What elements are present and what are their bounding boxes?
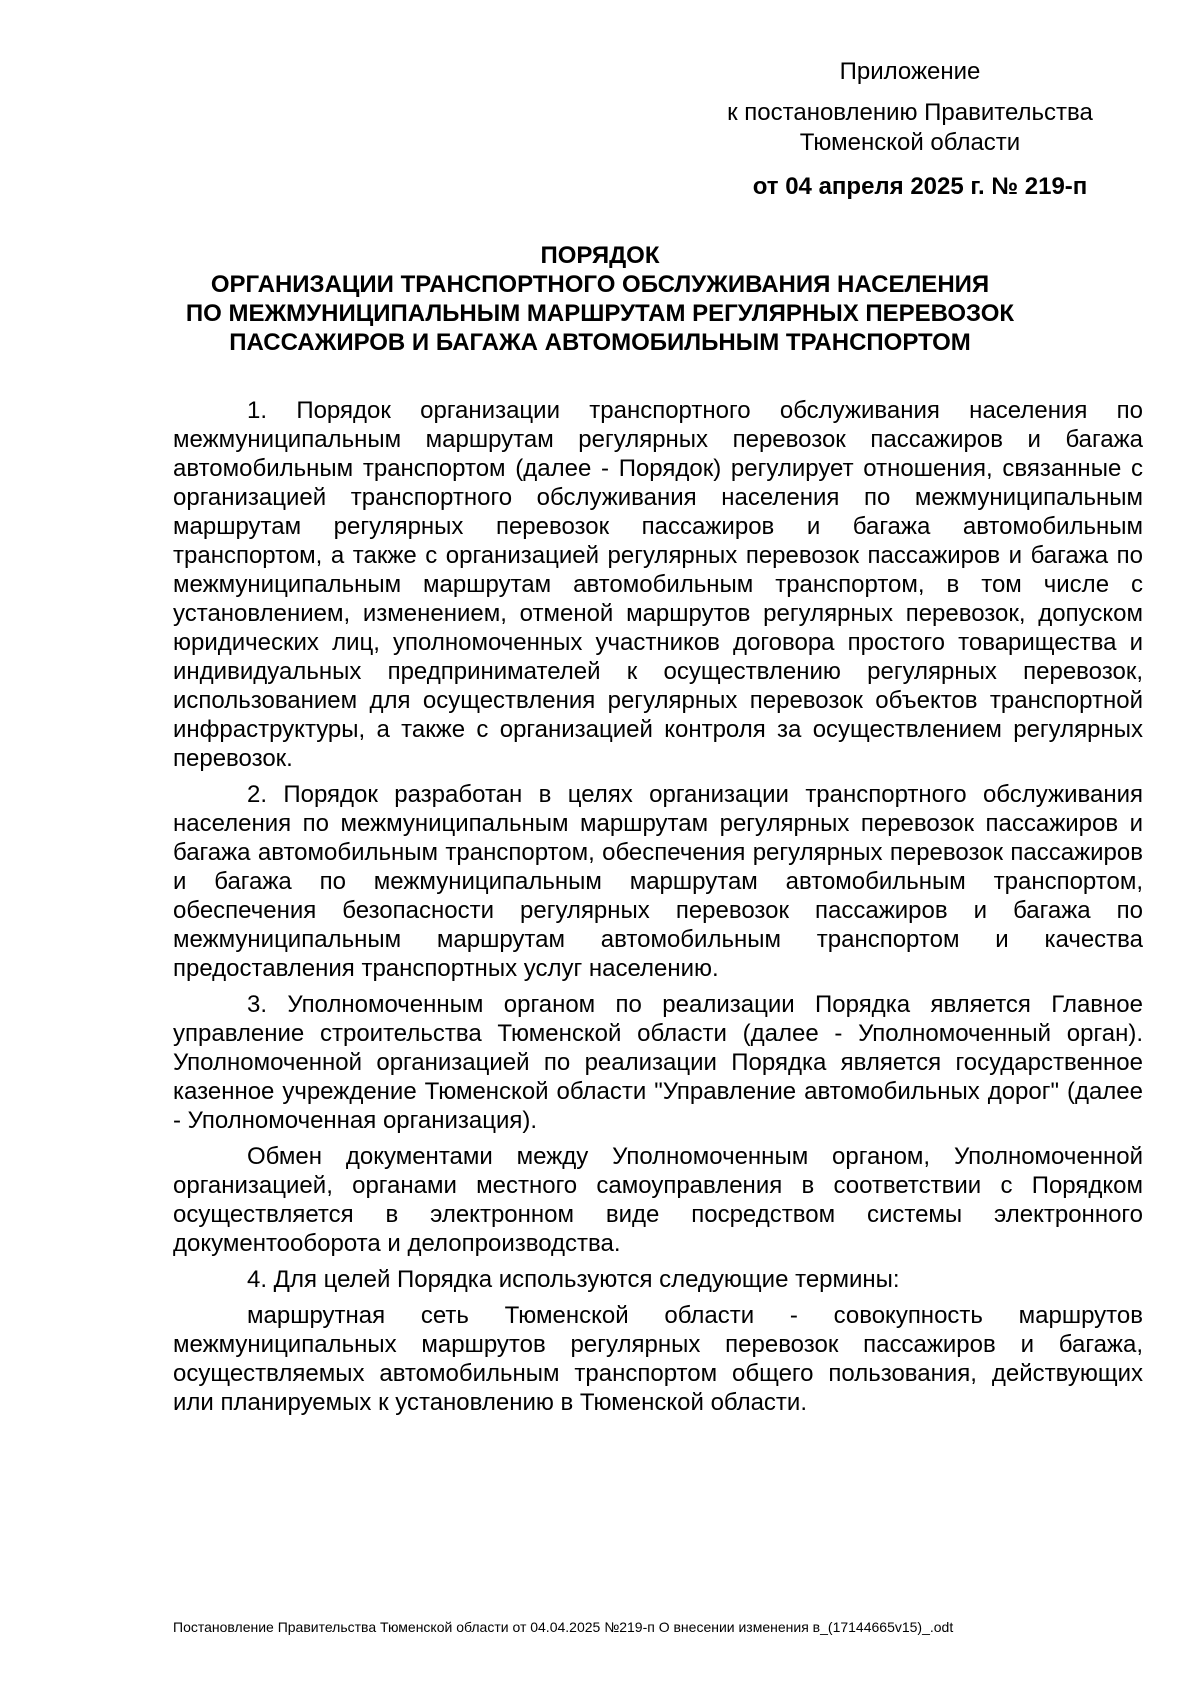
appendix-title: Приложение <box>839 58 981 85</box>
document-heading <box>150 241 1050 357</box>
appendix-region: Тюменской области <box>799 129 1021 156</box>
appendix-date-number: от 04 апреля 2025 г. № 219-п <box>752 173 1088 200</box>
heading-line-4: ПАССАЖИРОВ И БАГАЖА АВТОМОБИЛЬНЫМ ТРАНСПОРТОМ <box>229 329 971 356</box>
heading-line-3: ПО МЕЖМУНИЦИПАЛЬНЫМ МАРШРУТАМ РЕГУЛЯРНЫХ ПЕРЕВОЗОК <box>185 300 1015 327</box>
paragraph-3: 3. Уполномоченным органом по реализации Порядка является Главное управление строительства Тюменской области (далее - Уполномоченный орган). Уполномоченной организацией по реализации Порядка является государственное казенное учреждение Тюменской области "Управление автомобильных дорог" (далее - Уполномоченная организация). <box>173 991 1143 1134</box>
paragraph-term-route-network: маршрутная сеть Тюменской области - совокупность маршрутов межмуниципальных маршрутов регулярных перевозок пассажиров и багажа, осуществляемых автомобильным транспортом общего пользования, действующих или планируемых к установлению в Тюменской области. <box>173 1302 1143 1416</box>
appendix-reference: к постановлению Правительства <box>727 99 1093 126</box>
paragraph-1: 1. Порядок организации транспортного обслуживания населения по межмуниципальным маршрутам регулярных перевозок пассажиров и багажа автомобильным транспортом (далее - Порядок) регулирует отношения, связанные с организацией транспортного обслуживания населения по межмуниципальным маршрутам регулярных перевозок пассажиров и багажа автомобильным транспортом, а также с организацией регулярных перевозок пассажиров и багажа по межмуниципальным маршрутам автомобильным транспортом, в том числе с установлением, изменением, отменой маршрутов регулярных перевозок, допуском юридических лиц, уполномоченных участников договора простого товарищества и индивидуальных предпринимателей к осуществлению регулярных перевозок, использованием для осуществления регулярных перевозок объектов транспортной инфраструктуры, а также с организацией контроля за осуществлением регулярных перевозок. <box>173 397 1143 772</box>
heading-line-2: ОРГАНИЗАЦИИ ТРАНСПОРТНОГО ОБСЛУЖИВАНИЯ НАСЕЛЕНИЯ <box>210 271 990 298</box>
page-footer: Постановление Правительства Тюменской области от 04.04.2025 №219-п О внесении изменения в_(17144665v15)_.odt <box>173 1619 954 1635</box>
paragraph-4: 4. Для целей Порядка используются следующие термины: <box>247 1266 900 1293</box>
document-body <box>173 396 1143 1424</box>
heading-line-1: ПОРЯДОК <box>540 242 660 269</box>
paragraph-2: 2. Порядок разработан в целях организации транспортного обслуживания населения по межмуниципальным маршрутам регулярных перевозок пассажиров и багажа автомобильным транспортом, обеспечения регулярных перевозок пассажиров и багажа по межмуниципальным маршрутам автомобильным транспортом, обеспечения безопасности регулярных перевозок пассажиров и багажа по межмуниципальным маршрутам автомобильным транспортом и качества предоставления транспортных услуг населению. <box>173 781 1143 982</box>
paragraph-document-exchange: Обмен документами между Уполномоченным органом, Уполномоченной организацией, органами местного самоуправления в соответствии с Порядком осуществляется в электронном виде посредством системы электронного документооборота и делопроизводства. <box>173 1143 1143 1257</box>
